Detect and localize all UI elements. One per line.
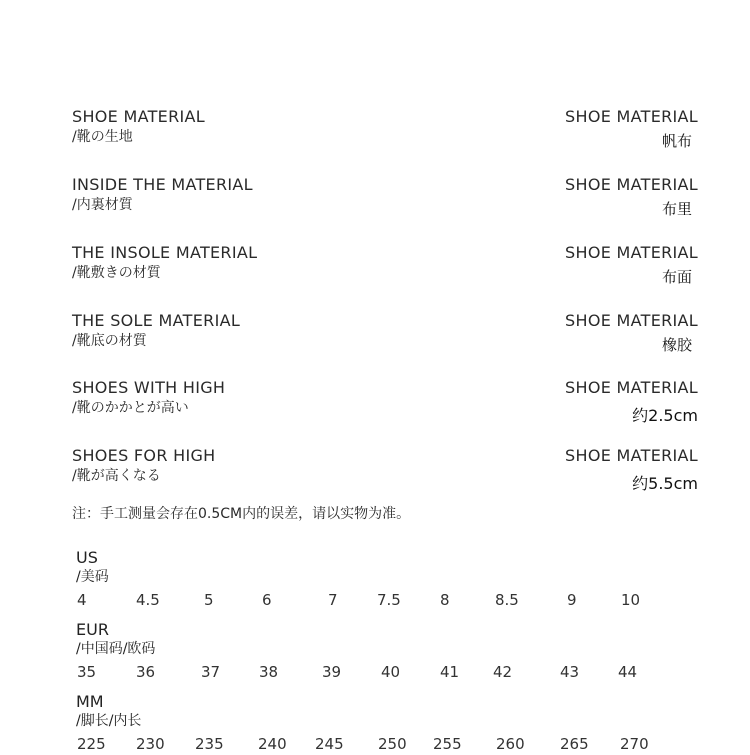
material-label-en: THE SOLE MATERIAL [72,311,241,330]
material-value: 布里 [661,200,692,218]
size-value: 42 [493,663,513,681]
size-value: 235 [195,735,224,753]
size-value: 37 [201,663,221,681]
size-value: 250 [378,735,407,753]
material-value: 约5.5cm [632,474,698,493]
measurement-note: 注：手工测量会存在0.5CM内的误差，请以实物为准。 [72,506,411,522]
size-value: 265 [560,735,589,753]
material-label-en: THE INSOLE MATERIAL [72,243,258,262]
size-label-cn: /中国码/欧码 [76,641,156,657]
material-value: 约2.5cm [632,406,698,425]
material-right-title: SHOE MATERIAL [565,107,698,126]
size-value: 5 [204,591,214,609]
size-label-cn: /脚长/内长 [76,713,142,729]
size-value: 8 [440,591,450,609]
material-label-jp: /靴のかかとが高い [72,400,189,416]
size-value: 4 [77,591,87,609]
size-value: 9 [567,591,577,609]
material-label-jp: /靴敷きの材質 [72,265,161,281]
material-label-jp: /内裏材質 [72,197,133,213]
size-label-cn: /美码 [76,569,109,585]
material-value: 帆布 [661,132,692,150]
material-row [0,175,750,235]
material-label-en: SHOES FOR HIGH [72,446,216,465]
size-value: 39 [322,663,342,681]
material-row [0,311,750,371]
material-label-en: SHOES WITH HIGH [72,378,226,397]
size-value: 36 [136,663,156,681]
size-value: 38 [259,663,279,681]
material-right-title: SHOE MATERIAL [565,311,698,330]
size-value: 225 [77,735,106,753]
material-row [0,107,750,167]
material-row [0,243,750,303]
size-value: 7 [328,591,338,609]
size-value: 260 [496,735,525,753]
size-value: 245 [315,735,344,753]
material-right-title: SHOE MATERIAL [565,378,698,397]
size-label-en: MM [76,692,104,711]
size-value: 270 [620,735,649,753]
size-value: 10 [621,591,641,609]
material-row [0,446,750,506]
size-label-en: US [76,548,98,567]
size-value: 40 [381,663,401,681]
size-label-en: EUR [76,620,109,639]
size-value: 255 [433,735,462,753]
size-values [0,663,750,683]
size-value: 35 [77,663,97,681]
size-value: 8.5 [495,591,519,609]
size-values [0,591,750,611]
material-row [0,378,750,438]
size-value: 7.5 [377,591,401,609]
material-label-jp: /靴の生地 [72,129,133,145]
material-right-title: SHOE MATERIAL [565,446,698,465]
material-value: 橡胶 [661,336,692,354]
material-right-title: SHOE MATERIAL [565,175,698,194]
material-label-en: INSIDE THE MATERIAL [72,175,253,194]
material-label-jp: /靴底の材質 [72,333,147,349]
size-value: 6 [262,591,272,609]
size-value: 44 [618,663,638,681]
size-value: 230 [136,735,165,753]
material-label-en: SHOE MATERIAL [72,107,205,126]
material-label-jp: /靴が高くなる [72,468,161,484]
size-value: 41 [440,663,460,681]
size-value: 240 [258,735,287,753]
material-value: 布面 [661,268,692,286]
size-value: 43 [560,663,580,681]
material-right-title: SHOE MATERIAL [565,243,698,262]
size-value: 4.5 [136,591,160,609]
size-values [0,735,750,755]
